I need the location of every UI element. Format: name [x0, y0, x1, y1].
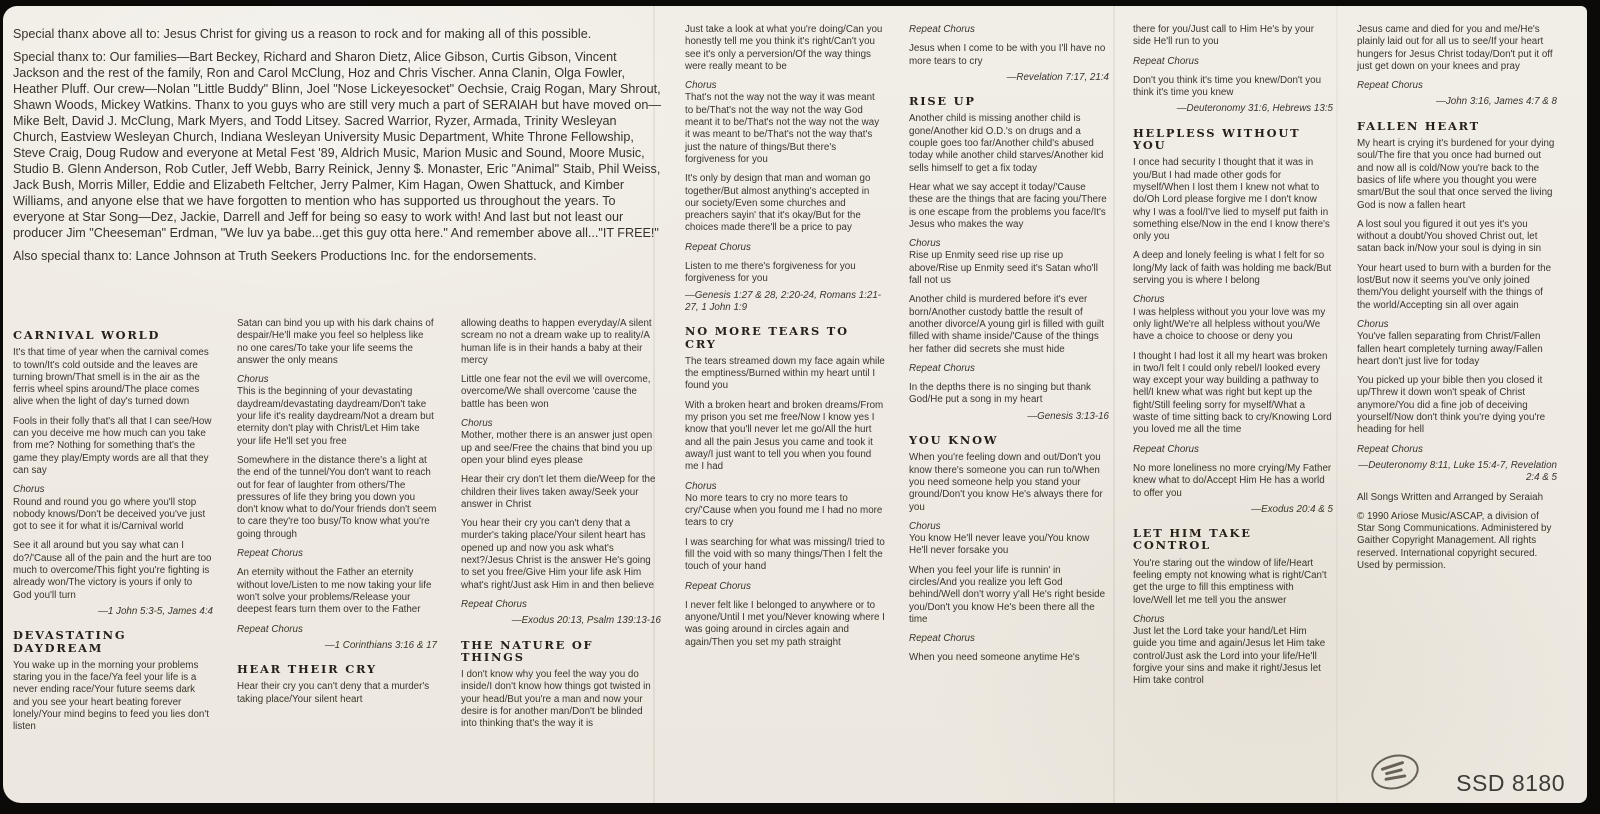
verse: Hear what we say accept it today/'Cause these are the things that are facing you/There is one escape from the problems you face/It's Jesus who makes the way — [909, 181, 1107, 230]
thanks-paragraph-3: Also special thanx to: Lance Johnson at Truth Seekers Productions Inc. for the endorsements. — [13, 249, 537, 263]
repeat-chorus-label: Repeat Chorus — [1357, 80, 1423, 92]
repeat-chorus-label: Repeat Chorus — [909, 633, 975, 645]
credit-line: All Songs Written and Arranged by Seraiah — [1357, 491, 1544, 503]
chorus-lyrics: You've fallen separating from Christ/Fallen fallen heart completely turning away/Fallen heart don't just live for today — [1357, 331, 1543, 367]
verse: Hear their cry don't let them die/Weep for the children their lives taken away/Seek your answer in Christ — [461, 474, 656, 510]
chorus-label: Chorus — [685, 80, 717, 92]
verse: Just take a look at what you're doing/Can you honestly tell me you think it's right/Can't you see it's only a perversion/Of the way things were really meant to be — [685, 24, 883, 72]
repeat-chorus-label: Repeat Chorus — [237, 548, 303, 560]
song-title: LET HIM TAKE CONTROL — [1133, 526, 1252, 553]
song-title: DEVASTATING DAYDREAM — [13, 628, 127, 655]
scripture-reference: —John 3:16, James 4:7 & 8 — [1436, 96, 1557, 108]
verse: When you feel your life is runnin' in circles/And you realize you left God behind/Well don't worry y'all He's right beside you/Don't you know He's been there all the time — [909, 564, 1106, 625]
song-title: HEAR THEIR CRY — [237, 662, 377, 677]
verse: I don't know why you feel the way you do inside/I don't know how things got twisted in your head/But you're a man and now your desire is for another man/Don't be blinded into thinking that's the way it is — [461, 669, 651, 730]
verse: A deep and lonely feeling is what I felt for so long/My lack of faith was holding me back/But serving you is where I belong — [1133, 250, 1332, 287]
repeat-chorus-label: Repeat Chorus — [237, 623, 303, 635]
verse: Somewhere in the distance there's a light at the end of the tunnel/You don't want to reach out for fear of laughter from others/The pressures of life they bring you down you don't know what to do/Your friends don't seem to care they're too busy/To know what you're going through — [237, 454, 437, 540]
verse: An eternity without the Father an eternity without love/Listen to me now taking your life won't solve your problems/Release your deepest fears turn them over to the Father — [237, 567, 432, 616]
verse: You picked up your bible then you closed it up/Threw it down won't speak of Christ anymore/You did a fine job of deceiving yourself/Now don't think you're dying you're heading for hell — [1357, 375, 1546, 436]
song-title: RISE UP — [909, 94, 976, 109]
scripture-reference: —1 Corinthians 3:16 & 17 — [324, 639, 437, 651]
repeat-chorus-label: Repeat Chorus — [909, 24, 975, 35]
chorus-lyrics: No more tears to cry no more tears to cry/'Cause when you found me I had no more tears to cry — [685, 492, 883, 529]
verse: I was searching for what was missing/I tried to fill the void with so many things/Then I felt the touch of your hand — [685, 536, 885, 573]
verse: Don't you think it's time you knew/Don't you think it's time you knew — [1133, 74, 1322, 99]
verse: My heart is crying it's burdened for your dying soul/The fire that you once had burned out and now all is cold/Now you're back to the basics of life where you thought you were smart/But the soul that once served the living God is now a fallen heart — [1357, 138, 1555, 211]
chorus-lyrics: You know He'll never leave you/You know He'll never forsake you — [909, 533, 1090, 557]
song-title: THE NATURE OF THINGS — [461, 637, 594, 664]
scripture-reference: —Genesis 3:13-16 — [1027, 410, 1109, 422]
pressing-stamp-icon — [1368, 750, 1423, 795]
song-title: CARNIVAL WORLD — [13, 328, 161, 342]
repeat-chorus-label: Repeat Chorus — [1133, 443, 1199, 455]
verse: Another child is missing another child is gone/Another kid O.D.'s on drugs and a couple goes too far/Another child's abused today while another child starves/Another kid sells himself to get a fix today — [909, 113, 1104, 174]
chorus-label: Chorus — [1357, 318, 1389, 330]
chorus-lyrics: That's not the way not the way it was meant to be/That's not the way not the way God meant it to be/That's not the way not the way it was meant to be/That's not the way that's just the nature of things/But there's forgiveness for you — [685, 92, 880, 165]
lyrics-columns — [13, 24, 1557, 741]
verse: Jesus came and died for you and me/He's plainly laid out for all us to see/If your heart hungers for Jesus Christ today/Don't put it off just get down on your knees and pray — [1357, 24, 1553, 72]
thanks-paragraph-2: Special thanx to: Our families—Bart Beckey, Richard and Sharon Dietz, Alice Gibson, Curtis Gibson, Vincent Jackson and the rest of the family, Ron and Carol McClung, Hoz and Chris Vischer. Anna Clanin, Olga Fowler, Heather Pluff. Our crew—Nolan "Little Buddy" Blinn, Joel "Nose Lickeyesocket" Oechsie, Craig Rogan, Mary Shrout, Shawn Woods, Mickey Watkins. Thanx to you guys who are still very much a part of SERAIAH but have moved on—Mike Belt, David J. McClung, Mark Myers, and Todd Litsey. Sacred Warrior, Ryzer, Armada, Trinity Wesleyan Church, Eastview Wesleyan Church, Indiana Wesleyan University Music Department, White Throne Fellowship, Steve Craig, Doug Rudow and everyone at Metal Fest '89, Aldrich Music, Marion Music and Sound, Moore Music, Studio B. Glenn Anderson, Rob Cutler, Jeff Webb, Barry Reinick, Jenny $. Monaster, Eric "Animal" Staib, Phil Weiss, Jack Bush, Morris Miller, Eddie and Elizabeth Feltcher, Jerry Palmer, Kim Hagan, Owen Shattuck, and Kimber Williams, and anyone else that we have forgotten to mention who has supported us throughout the years. To everyone at Star Song—Dez, Jackie, Darrell and Jeff for being so easy to work with! And last but not least our producer Jim "Cheeseman" Erdman, "We luv ya babe...get this guy otta here." And remember above all..."IT FREE!" — [13, 50, 661, 240]
repeat-chorus-label: Repeat Chorus — [1357, 443, 1423, 455]
chorus-lyrics: Rise up Enmity seed rise up rise up above/Rise up Enmity seed it's Satan who'll fall not us — [909, 250, 1098, 287]
lyrics-column-6 — [1133, 24, 1333, 741]
song-title: HELPLESS WITHOUT YOU — [1133, 125, 1301, 153]
credit-line: © 1990 Ariose Music/ASCAP, a division of Star Song Communications. Administered by Gaither Copyright Management. All rights reserved. International copyright secured. Used by permission. — [1357, 510, 1552, 571]
scripture-reference: —Exodus 20:4 & 5 — [1251, 503, 1333, 515]
song-title: FALLEN HEART — [1357, 118, 1480, 133]
verse: there for you/Just call to Him He's by your side He'll run to you — [1133, 24, 1315, 48]
chorus-lyrics: Mother, mother there is an answer just open up and see/Free the chains that bind you up open your blind eyes please — [461, 430, 653, 466]
verse: Hear their cry you can't deny that a murder's taking place/Your silent heart — [237, 681, 430, 705]
verse: allowing deaths to happen everyday/A silent scream no not a dream wake up to reality/A human life is in their hands a baby at their mercy — [461, 318, 652, 366]
verse: Listen to me there's forgiveness for you forgiveness for you — [685, 261, 856, 285]
liner-notes-page — [3, 6, 1587, 803]
scripture-reference: —Exodus 20:13, Psalm 139:13-16 — [511, 615, 661, 627]
verse: I never felt like I belonged to anywhere or to anyone/Until I met you/Never knowing where I was going around in circles again and again/Then you set my path straight — [685, 599, 885, 648]
chorus-label: Chorus — [237, 374, 269, 386]
song-title: NO MORE TEARS TO CRY — [685, 324, 849, 351]
lyrics-column-7 — [1357, 24, 1557, 741]
chorus-label: Chorus — [909, 238, 941, 250]
verse: Little one fear not the evil we will overcome, overcome/We shall overcome 'cause the battle has been won — [461, 374, 651, 410]
repeat-chorus-label: Repeat Chorus — [685, 580, 751, 592]
verse: No more loneliness no more crying/My Father knew what to do/Accept Him He has a world to offer you — [1133, 462, 1332, 499]
chorus-label: Chorus — [1133, 613, 1165, 625]
verse: See it all around but you say what can I do?/'Cause all of the pain and the hurt are too much to overcome/This fight you're fighting is already won/The victory is yours if only to God you'll turn — [13, 540, 212, 601]
verse: I once had security I thought that it was in you/But I had made other gods for myself/When I lost them I knew not what to do/Oh Lord please forgive me I don't know why I was a fool/I've lied to myself put faith in something else/Now in the end I know there's only you — [1133, 157, 1330, 243]
verse: In the depths there is no singing but thank God/He put a song in my heart — [909, 382, 1091, 406]
verse: It's that time of year when the carnival comes to town/It's cold outside and the leaves are turning brown/That smell is in the air as the ferris wheel spins around/The place comes alive when the light of day's turned down — [13, 347, 209, 408]
chorus-lyrics: Round and round you go where you'll stop nobody knows/Don't be deceived you've just got to see it for what it is/Carnival world — [13, 496, 206, 533]
thanks-paragraph-1: Special thanx above all to: Jesus Christ for giving us a reason to rock and for making all of this possible. — [13, 27, 592, 41]
verse: You hear their cry you can't deny that a murder's taking place/Your silent heart has opened up and now you ask what's next?/Jesus Christ is the answer He's going to set you free/Give Him your life ask Him what's right/Just ask Him in and then believe — [461, 518, 655, 591]
verse: When you're feeling down and out/Don't you know there's someone you can run to/When you need someone help you stand your ground/Don't you know He's always there for you — [909, 452, 1103, 513]
chorus-label: Chorus — [1133, 294, 1165, 306]
song-title: YOU KNOW — [909, 433, 999, 448]
repeat-chorus-label: Repeat Chorus — [685, 241, 751, 253]
scripture-reference: —1 John 5:3-5, James 4:4 — [98, 605, 213, 617]
lyrics-column-3 — [461, 318, 661, 741]
verse: Jesus when I come to be with you I'll have no more tears to cry — [909, 43, 1106, 67]
chorus-lyrics: This is the beginning of your devastating daydream/devastating daydream/Don't take your life it's reality daydream/Not a dream but eternity don't play with Christ/Let Him take your life He'll set you free — [237, 386, 434, 447]
verse: You're staring out the window of life/Heart feeling empty not knowing what is right/Can't get the urge to fill this emptiness with love/Well let me tell you the answer — [1133, 557, 1327, 606]
chorus-label: Chorus — [909, 520, 941, 532]
verse: Another child is murdered before it's ever born/Another custody battle the result of another divorce/A young girl is filled with guilt filled with shame inside/'Cause of the things her father did secrets she must hide — [909, 294, 1104, 355]
verse: It's only by design that man and woman go together/But almost anything's accepted in our society/Even some churches and preachers sayin' that it's okay/But for the choices made there'll be a price to pay — [685, 173, 871, 234]
lyrics-column-1 — [13, 318, 213, 741]
chorus-lyrics: I was helpless without you your love was my only light/We're all helpless without you/We have a choice to choose or deny you — [1133, 306, 1326, 343]
verse: Your heart used to burn with a burden for the lost/But now it seems you've only joined them/You delight yourself with the things of the world/Accepting sin all over again — [1357, 262, 1552, 311]
repeat-chorus-label: Repeat Chorus — [909, 362, 975, 374]
verse: When you need someone anytime He's — [909, 652, 1080, 664]
scripture-reference: —Deuteronomy 8:11, Luke 15:4-7, Revelation 2:4 & 5 — [1358, 459, 1557, 484]
repeat-chorus-label: Repeat Chorus — [1133, 55, 1199, 67]
verse: Fools in their folly that's all that I can see/How can you deceive me how much can you take from me? Nothing for something that's the game they play/Empty words are all that they can say — [13, 415, 212, 476]
chorus-label: Chorus — [13, 484, 45, 496]
repeat-chorus-label: Repeat Chorus — [461, 598, 527, 610]
verse: You wake up in the morning your problems staring you in the face/Ya feel your life is a never ending race/Your future seems dark and you see your heart beating forever lonely/Your mind begins to feed you lies don't listen — [13, 659, 209, 733]
verse: The tears streamed down my face again while the emptiness/Burned within my heart until I found you — [685, 355, 885, 392]
verse: With a broken heart and broken dreams/From my prison you set me free/Now I know yes I know that you'll never let me go/All the hurt and all the pain Jesus you came and took it away/I just want to tell you when you found me I had — [685, 399, 884, 473]
scripture-reference: —Genesis 1:27 & 28, 2:20-24, Romans 1:21-27, 1 John 1:9 — [685, 289, 882, 313]
chorus-lyrics: Just let the Lord take your hand/Let Him guide you time and again/Jesus let Him take control/Just ask the Lord into your life/He'll forgive your sins and make it right/Jesus let Him take control — [1133, 626, 1326, 687]
verse: I thought I had lost it all my heart was broken in two/I felt I could only rebel/I looked every way except your way building a pathway to hell/I knew what was right but kept up the fight/Still feeling sorry for myself/What a waste of time sitting back to cry/Knowing Lord you loved me all the time — [1133, 350, 1332, 436]
lyrics-column-5 — [909, 24, 1109, 741]
scripture-reference: —Deuteronomy 31:6, Hebrews 13:5 — [1176, 103, 1333, 115]
chorus-label: Chorus — [685, 480, 717, 492]
verse: Satan can bind you up with his dark chains of despair/He'll make you feel so helpless like no one cares/To take your life seems the answer the only means — [237, 318, 434, 366]
chorus-label: Chorus — [461, 418, 493, 430]
catalog-number: SSD 8180 — [1456, 770, 1565, 796]
lyrics-column-2 — [237, 318, 437, 741]
verse: A lost soul you figured it out yes it's you without a doubt/You shoved Christ out, let satan back in/Now your soul is dying in sin — [1357, 218, 1542, 255]
lyrics-column-4 — [685, 24, 885, 741]
scripture-reference: —Revelation 7:17, 21:4 — [1006, 71, 1109, 83]
